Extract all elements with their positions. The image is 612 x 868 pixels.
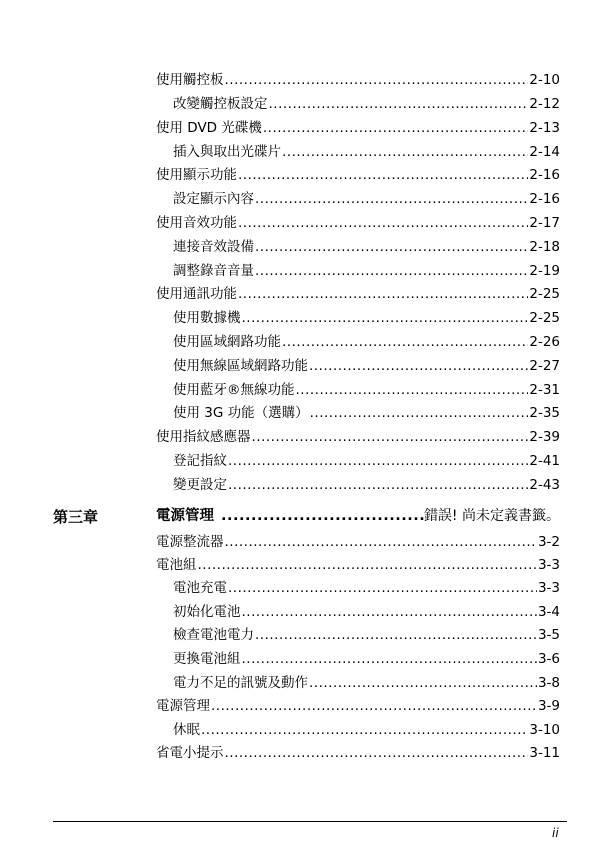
toc-entry-page: 3-9 [537,698,560,714]
toc-entry-title: 電力不足的訊號及動作 [173,675,308,691]
toc-entry[interactable] [173,357,560,375]
dot-leader [255,626,537,644]
toc-entry-page: 3-3 [537,557,560,573]
toc-entry[interactable] [173,579,560,597]
toc-entry-title: 使用顯示功能 [156,167,237,183]
toc-entry-page: 2-19 [529,263,560,279]
toc-entry[interactable] [173,262,560,280]
toc-entry-page: 2-10 [529,72,560,88]
toc-entry-title: 使用指紋感應器 [156,429,251,445]
toc-entry-title: 檢查電池電力 [173,627,254,643]
toc-entry-page: 2-39 [529,429,560,445]
toc-entry-page: 2-25 [529,286,560,302]
dot-leader [242,650,537,668]
toc-entry-page: 2-41 [529,453,560,469]
toc-entry-page: 2-16 [529,191,560,207]
toc-entry-title: 使用通訊功能 [156,286,237,302]
toc-entry-page: 3-5 [537,627,560,643]
dot-leader [309,674,537,692]
dot-leader [242,309,529,327]
toc-entry[interactable] [173,95,560,113]
toc-entry-title: 設定顯示內容 [173,191,254,207]
toc-entry[interactable] [156,214,560,232]
toc-entry-page: 2-25 [529,310,560,326]
toc-entry-page: 2-12 [529,96,560,112]
dot-leader [255,190,528,208]
toc-entry[interactable] [156,71,560,89]
dot-leader [263,119,528,137]
toc-entry[interactable] [173,650,560,668]
toc-entry[interactable] [156,285,560,303]
dot-leader [228,579,537,597]
dot-leader [310,404,529,422]
toc-entry[interactable] [156,744,560,762]
dot-leader [225,533,537,551]
toc-entry[interactable] [173,238,560,256]
chapter-bookmark-error: 錯誤! 尚未定義書籤。 [423,508,560,524]
toc-entry-page: 2-27 [529,358,560,374]
chapter-title: 電源管理 [156,508,214,524]
dot-leader [201,721,528,739]
toc-entry-title: 電池充電 [173,580,227,596]
dot-leader [309,357,528,375]
toc-entry-page: 2-13 [529,120,560,136]
toc-entry-page: 2-43 [529,477,560,493]
toc-entry[interactable] [156,119,560,137]
chapter-label: 第三章 [53,508,99,526]
dot-leader [282,333,528,351]
toc-entry[interactable] [173,309,560,327]
toc-entry-title: 電池組 [156,557,197,573]
toc-entry[interactable] [156,533,560,551]
dot-leader [282,143,528,161]
dot-leader [215,507,424,525]
toc-entry[interactable] [173,674,560,692]
toc-entry-title: 使用 DVD 光碟機 [156,120,262,136]
dot-leader [252,428,529,446]
toc-entry[interactable] [173,333,560,351]
toc-entry[interactable] [156,697,560,715]
toc-entry-title: 電源管理 [156,698,210,714]
toc-entry-title: 使用觸控板 [156,72,224,88]
toc-entry-title: 改變觸控板設定 [173,96,268,112]
toc-entry[interactable] [173,381,560,399]
toc-entry-page: 3-10 [529,722,560,738]
toc-entry-title: 更換電池組 [173,651,241,667]
toc-entry-title: 使用音效功能 [156,215,237,231]
dot-leader [238,214,528,232]
toc-entry-title: 插入與取出光碟片 [173,144,281,160]
dot-leader [255,238,528,256]
toc-entry-title: 使用區域網路功能 [173,334,281,350]
toc-entry[interactable] [173,476,560,494]
toc-entry-title: 休眠 [173,722,200,738]
toc-entry[interactable] [156,166,560,184]
dot-leader [242,603,537,621]
toc-entry[interactable] [173,626,560,644]
toc-entry-page: 3-3 [537,580,560,596]
toc-entry-title: 省電小提示 [156,745,224,761]
toc-entry-title: 使用藍牙®無線功能 [173,382,295,398]
toc-entry[interactable] [173,603,560,621]
chapter-heading-entry[interactable] [156,507,560,525]
dot-leader [228,476,528,494]
toc-entry-page: 2-14 [529,144,560,160]
toc-entry[interactable] [173,452,560,470]
toc-entry[interactable] [156,428,560,446]
toc-entry-title: 初始化電池 [173,604,241,620]
dot-leader [296,381,529,399]
toc-entry[interactable] [156,556,560,574]
dot-leader [228,452,528,470]
toc-entry[interactable] [173,143,560,161]
toc-entry-title: 使用無線區域網路功能 [173,358,308,374]
toc-entry[interactable] [173,404,560,422]
toc-entry-page: 2-18 [529,239,560,255]
dot-leader [255,262,528,280]
toc-entry-title: 電源整流器 [156,534,224,550]
toc-entry-title: 使用 3G 功能（選購） [173,405,309,421]
dot-leader [238,166,528,184]
toc-entry-page: 2-35 [529,405,560,421]
dot-leader [225,744,529,762]
toc-entry-title: 登記指紋 [173,453,227,469]
dot-leader [238,285,528,303]
toc-entry-page: 3-8 [537,675,560,691]
page-number: ii [552,826,559,840]
footer-divider [53,821,567,822]
dot-leader [198,556,537,574]
toc-entry[interactable] [173,190,560,208]
toc-entry-page: 3-4 [537,604,560,620]
toc-entry-title: 變更設定 [173,477,227,493]
toc-entry-title: 使用數據機 [173,310,241,326]
toc-entry-page: 2-26 [529,334,560,350]
dot-leader [269,95,529,113]
toc-entry-page: 3-2 [537,534,560,550]
toc-entry-title: 調整錄音音量 [173,263,254,279]
toc-entry-page: 3-11 [529,745,560,761]
toc-entry-page: 2-16 [529,167,560,183]
toc-entry-title: 連接音效設備 [173,239,254,255]
toc-entry[interactable] [173,721,560,739]
toc-entry-page: 3-6 [537,651,560,667]
dot-leader [211,697,537,715]
toc-entry-page: 2-31 [529,382,560,398]
toc-entry-page: 2-17 [529,215,560,231]
dot-leader [225,71,529,89]
